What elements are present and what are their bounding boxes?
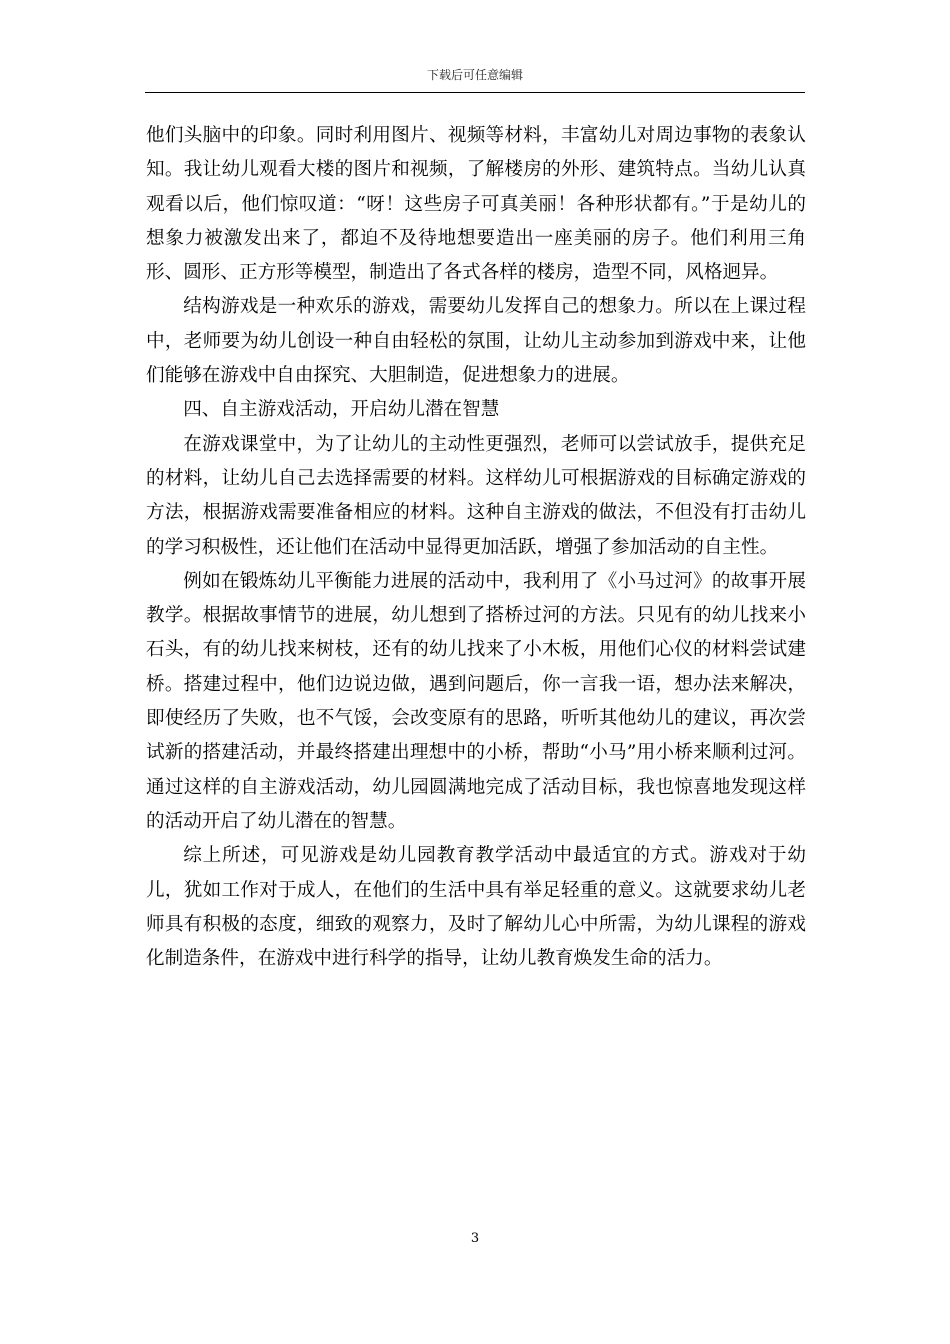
paragraph: 例如在锻炼幼儿平衡能力进展的活动中，我利用了《小马过河》的故事开展教学。根据故事情节的进展，幼儿想到了搭桥过河的方法。只见有的幼儿找来小石头，有的幼儿找来树枝，还有的幼儿找来了小木板，用他们心仪的材料尝试建桥。搭建过程中，他们边说边做，遇到问题后，你一言我一语，想办法来解决，即使经历了失败，也不气馁，会改变原有的思路，听听其他幼儿的建议，再次尝试新的搭建活动，并最终搭建出理想中的小桥，帮助“小马”用小桥来顺利过河。通过这样的自主游戏活动，幼儿园圆满地完成了活动目标，我也惊喜地发现这样的活动开启了幼儿潜在的智慧。 [146, 570, 806, 832]
page-header: 下载后可任意编辑 [426, 68, 523, 82]
document-body [146, 119, 806, 976]
section-heading: 四、自主游戏活动，开启幼儿潜在智慧 [183, 399, 500, 421]
paragraph-continued: 他们头脑中的印象。同时利用图片、视频等材料，丰富幼儿对周边事物的表象认知。我让幼儿观看大楼的图片和视频，了解楼房的外形、建筑特点。当幼儿认真观看以后，他们惊叹道：“呀！这些房子可真美丽！各种形状都有。”于是幼儿的想象力被激发出来了，都迫不及待地想要造出一座美丽的房子。他们利用三角形、圆形、正方形等模型，制造出了各式各样的楼房，造型不同，风格迥异。 [146, 125, 806, 284]
page-number: 3 [470, 1231, 480, 1246]
paragraph: 结构游戏是一种欢乐的游戏，需要幼儿发挥自己的想象力。所以在上课过程中，老师要为幼儿创设一种自由轻松的氛围，让幼儿主动参加到游戏中来，让他们能够在游戏中自由探究、大胆制造，促进想象力的进展。 [146, 296, 806, 387]
paragraph: 在游戏课堂中，为了让幼儿的主动性更强烈，老师可以尝试放手，提供充足的材料，让幼儿自己去选择需要的材料。这样幼儿可根据游戏的目标确定游戏的方法，根据游戏需要准备相应的材料。这种自主游戏的做法，不但没有打击幼儿的学习积极性，还让他们在活动中显得更加活跃，增强了参加活动的自主性。 [146, 433, 806, 558]
header-divider [145, 92, 805, 93]
paragraph: 综上所述，可见游戏是幼儿园教育教学活动中最适宜的方式。游戏对于幼儿，犹如工作对于成人，在他们的生活中具有举足轻重的意义。这就要求幼儿老师具有积极的态度，细致的观察力，及时了解幼儿心中所需，为幼儿课程的游戏化制造条件，在游戏中进行科学的指导，让幼儿教育焕发生命的活力。 [146, 845, 806, 970]
